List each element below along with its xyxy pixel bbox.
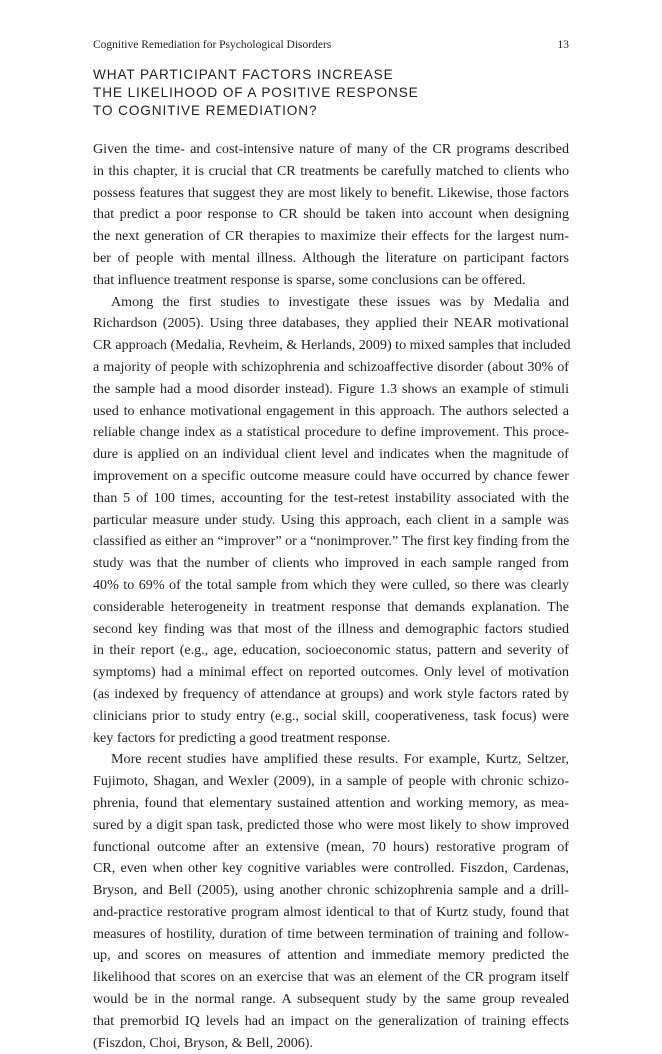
paragraph-line: the sample had a mood disorder instead). Figure 1.3 shows an example of stimuli xyxy=(93,380,569,397)
running-head xyxy=(93,36,569,54)
paragraph-line: Among the first studies to investigate these issues was by Medalia and xyxy=(111,293,569,310)
paragraph-line: improvement on a specific outcome measure could have occurred by chance fewer xyxy=(93,467,569,484)
paragraph-line: Richardson (2005). Using three databases, they applied their NEAR motivational xyxy=(93,315,569,332)
paragraph-line: symptoms) had a minimal effect on reported outcomes. Only level of motivation xyxy=(93,664,569,681)
paragraph xyxy=(93,749,569,1054)
paragraph-line: measures of hostility, duration of time between termination of training and follow- xyxy=(93,925,569,942)
paragraph-line: particular measure under study. Using this approach, each client in a sample was xyxy=(93,511,569,528)
paragraph-line: that premorbid IQ levels had an impact on the generalization of training effects xyxy=(93,1012,569,1029)
paragraph-line: CR, even when other key cognitive variables were controlled. Fiszdon, Cardenas, xyxy=(93,860,569,877)
section-heading-line: WHAT PARTICIPANT FACTORS INCREASE xyxy=(93,67,394,82)
paragraph-line: that predict a poor response to CR should be taken into account when designing xyxy=(93,206,569,223)
paragraph-line: clinicians prior to study entry (e.g., social skill, cooperativeness, task focus) were xyxy=(93,707,569,724)
paragraph-line: dure is applied on an individual client level and indicates when the magnitude of xyxy=(93,446,569,463)
paragraph-line: that influence treatment response is sparse, some conclusions can be offered. xyxy=(93,271,526,288)
paragraph-line: More recent studies have amplified these results. For example, Kurtz, Seltzer, xyxy=(111,751,569,768)
section-heading-line: TO COGNITIVE REMEDIATION? xyxy=(93,103,318,118)
paragraph-line: and-practice restorative program almost identical to that of Kurtz study, found that xyxy=(93,903,569,920)
paragraph-line: possess features that suggest they are most likely to benefit. Likewise, those factors xyxy=(93,184,569,201)
paragraph-line: study was that the number of clients who improved in each sample ranged from xyxy=(93,555,569,572)
section-heading xyxy=(93,66,569,120)
paragraph-line: functional outcome after an extensive (mean, 70 hours) restorative program of xyxy=(93,838,569,855)
paragraph-line: reliable change index as a statistical procedure to define improvement. This proce- xyxy=(93,424,569,441)
paragraph-line: CR approach (Medalia, Revheim, & Herlands, 2009) to mixed samples that included xyxy=(93,337,571,354)
paragraph-line: up, and scores on measures of attention and immediate memory predicted the xyxy=(93,947,569,964)
paragraph-line: (as indexed by frequency of attendance at groups) and work style factors rated by xyxy=(93,685,569,702)
paragraph-line: than 5 of 100 times, accounting for the test-retest instability associated with the xyxy=(93,489,569,506)
paragraph-line: Bryson, and Bell (2005), using another chronic schizophrenia sample and a drill- xyxy=(93,882,569,899)
paragraph-line: classified as either an “improver” or a “nonimprover.” The first key finding from the xyxy=(93,533,570,550)
paragraph-line: ber of people with mental illness. Although the literature on participant factors xyxy=(93,249,569,266)
paragraph-line: in their report (e.g., age, education, socioeconomic status, pattern and severity of xyxy=(93,642,569,659)
paragraph-line: phrenia, found that elementary sustained attention and working memory, as mea- xyxy=(93,794,569,811)
paragraph-line: likelihood that scores on an exercise that was an element of the CR program itself xyxy=(93,969,569,986)
paragraph-line: Fujimoto, Shagan, and Wexler (2009), in a sample of people with chronic schizo- xyxy=(93,773,569,790)
paragraph-line: 40% to 69% of the total sample from which they were culled, so there was clearly xyxy=(93,576,569,593)
paragraph-line: second key finding was that most of the illness and demographic factors studied xyxy=(93,620,569,637)
page-number: 13 xyxy=(557,39,569,51)
paragraph-line: would be in the normal range. A subsequent study by the same group revealed xyxy=(93,991,569,1008)
paragraph-line: a majority of people with schizophrenia and schizoaffective disorder (about 30% of xyxy=(93,358,569,375)
paragraph-line: used to enhance motivational engagement in this approach. The authors selected a xyxy=(93,402,569,419)
paragraph-line: the next generation of CR therapies to maximize their effects for the largest num- xyxy=(93,228,569,245)
paragraph-line: in this chapter, it is crucial that CR treatments be carefully matched to clients who xyxy=(93,162,569,179)
running-head-title: Cognitive Remediation for Psychological Disorders xyxy=(93,39,332,51)
paragraph xyxy=(93,139,569,292)
paragraph-line: sured by a digit span task, predicted those who were most likely to show improved xyxy=(93,816,569,833)
body-text xyxy=(93,139,569,1054)
paragraph-line: Given the time- and cost-intensive nature of many of the CR programs described xyxy=(93,141,569,157)
paragraph xyxy=(93,292,569,750)
paragraph-line: considerable heterogeneity in treatment response that demands explanation. The xyxy=(93,598,569,615)
paragraph-line: (Fiszdon, Choi, Bryson, & Bell, 2006). xyxy=(93,1034,314,1051)
section-heading-line: THE LIKELIHOOD OF A POSITIVE RESPONSE xyxy=(93,85,419,100)
paragraph-line: key factors for predicting a good treatment response. xyxy=(93,729,391,746)
